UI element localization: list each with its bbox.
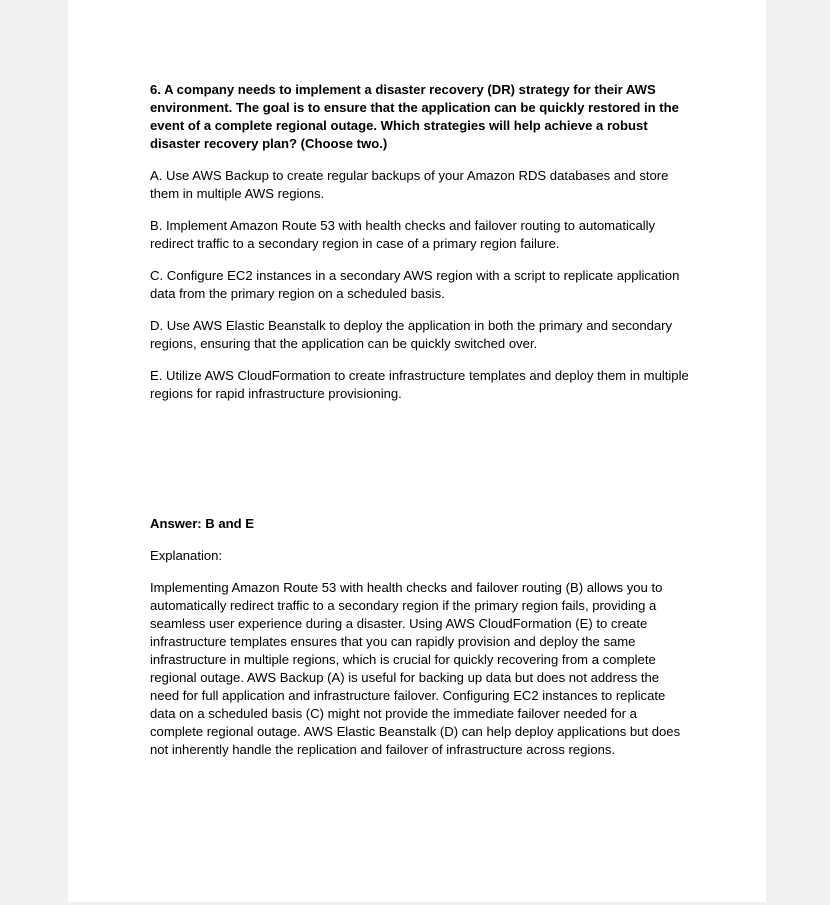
explanation-label: Explanation:: [150, 548, 223, 563]
page-content: [150, 81, 690, 759]
option-b: B. Implement Amazon Route 53 with health checks and failover routing to automatically redirect traffic to a secondary region in case of a primary region failure.: [150, 218, 656, 251]
option-e: E. Utilize AWS CloudFormation to create infrastructure templates and deploy them in multiple regions for rapid infrastructure provisioning.: [150, 368, 689, 401]
option-a: A. Use AWS Backup to create regular backups of your Amazon RDS databases and store them in multiple AWS regions.: [150, 168, 669, 201]
option-c: C. Configure EC2 instances in a secondary AWS region with a script to replicate application data from the primary region on a scheduled basis.: [150, 268, 680, 301]
option-d: D. Use AWS Elastic Beanstalk to deploy the application in both the primary and secondary regions, ensuring that the application can be quickly switched over.: [150, 318, 673, 351]
question-text: 6. A company needs to implement a disaster recovery (DR) strategy for their AWS environment. The goal is to ensure that the application can be quickly restored in the event of a complete regional outage. Which strategies will help achieve a robust disaster recovery plan? (Choose two.): [150, 82, 679, 151]
options-list: [150, 167, 690, 403]
answer-text: Answer: B and E: [150, 516, 255, 531]
document-page: [68, 0, 766, 902]
explanation-body: Implementing Amazon Route 53 with health checks and failover routing (B) allows you to automatically redirect traffic to a secondary region if the primary region fails, providing a seamless user experience during a disaster. Using AWS CloudFormation (E) to create infrastructure templates ensures that you can rapidly provision and deploy the same infrastructure in multiple regions, which is crucial for quickly recovering from a complete regional outage. AWS Backup (A) is useful for backing up data but does not address the need for full application and infrastructure failover. Configuring EC2 instances to replicate data on a scheduled basis (C) might not provide the immediate failover needed for a complete regional outage. AWS Elastic Beanstalk (D) can help deploy applications but does not inherently handle the replication and failover of infrastructure across regions.: [150, 580, 681, 757]
